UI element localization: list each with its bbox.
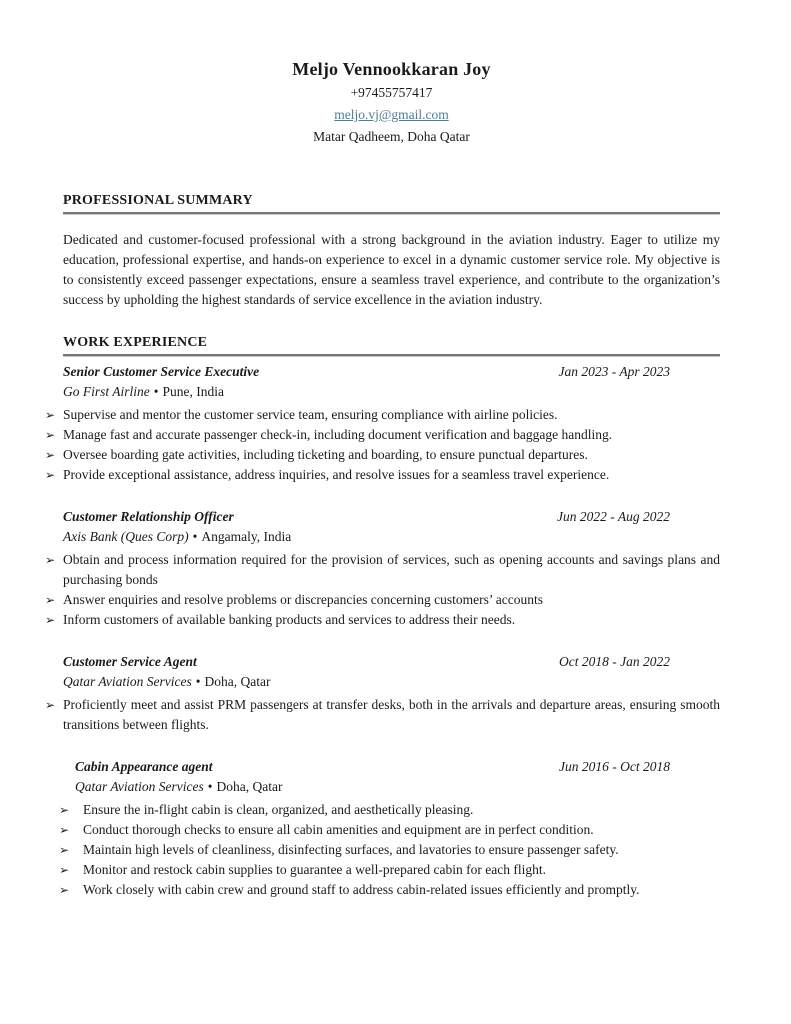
job-title: Cabin Appearance agent [75, 759, 213, 774]
job-entry [45, 652, 720, 735]
job-location: Doha, Qatar [216, 779, 283, 794]
arrow-bullet-icon: ➢ [45, 448, 56, 462]
bullet-item: ➢ Manage fast and accurate passenger check-in, including document verification and baggage handling. [63, 425, 720, 445]
arrow-bullet-icon: ➢ [45, 613, 56, 627]
dot-separator: • [195, 674, 201, 689]
job-entry [45, 362, 720, 485]
address-line: Matar Qadheem, Doha Qatar [313, 129, 470, 144]
bullet-item: ➢ Proficiently meet and assist PRM passengers at transfer desks, both in the arrivals and departure areas, ensuring smooth transitions between flights. [63, 695, 720, 735]
bullet-item: ➢ Inform customers of available banking products and services to address their needs. [63, 610, 720, 630]
company-name: Qatar Aviation Services [63, 674, 192, 689]
experience-section [45, 334, 720, 900]
job-location: Pune, India [162, 384, 224, 399]
company-name: Axis Bank (Ques Corp) [63, 529, 189, 544]
arrow-bullet-icon: ➢ [45, 593, 56, 607]
job-dates: Jun 2016 - Oct 2018 [559, 759, 670, 774]
job-dates: Jan 2023 - Apr 2023 [558, 364, 670, 379]
bullet-item: ➢ Ensure the in-flight cabin is clean, organized, and aesthetically pleasing. [73, 800, 720, 820]
bullet-item: ➢ Work closely with cabin crew and ground staff to address cabin-related issues efficiently and promptly. [73, 880, 720, 900]
arrow-bullet-icon: ➢ [45, 553, 56, 567]
phone-number: +97455757417 [350, 85, 433, 100]
dot-separator: • [153, 384, 159, 399]
dot-separator: • [207, 779, 213, 794]
job-dates: Jun 2022 - Aug 2022 [557, 509, 670, 524]
job-location: Doha, Qatar [204, 674, 271, 689]
arrow-bullet-icon: ➢ [59, 823, 70, 837]
arrow-bullet-icon: ➢ [45, 468, 56, 482]
job-dates: Oct 2018 - Jan 2022 [559, 654, 670, 669]
arrow-bullet-icon: ➢ [59, 863, 70, 877]
dot-separator: • [192, 529, 198, 544]
summary-section [63, 192, 720, 310]
candidate-name: Meljo Vennookkaran Joy [292, 59, 491, 79]
bullet-item: ➢ Maintain high levels of cleanliness, disinfecting surfaces, and lavatories to ensure passenger safety. [73, 840, 720, 860]
company-name: Qatar Aviation Services [75, 779, 204, 794]
arrow-bullet-icon: ➢ [59, 803, 70, 817]
bullet-item: ➢ Supervise and mentor the customer service team, ensuring compliance with airline policies. [63, 405, 720, 425]
section-divider [63, 354, 720, 357]
job-entry [59, 757, 720, 900]
job-title: Customer Relationship Officer [63, 509, 234, 524]
resume-header [63, 0, 720, 148]
bullet-item: ➢ Conduct thorough checks to ensure all cabin amenities and equipment are in perfect condition. [73, 820, 720, 840]
job-title: Customer Service Agent [63, 654, 197, 669]
resume-content [45, 0, 720, 900]
arrow-bullet-icon: ➢ [59, 843, 70, 857]
arrow-bullet-icon: ➢ [45, 408, 56, 422]
arrow-bullet-icon: ➢ [45, 698, 56, 712]
summary-paragraph: Dedicated and customer-focused professional with a strong background in the aviation industry. Eager to utilize my education, professional expertise, and hands-on experience to excel in a dynamic customer service role. My objective is to consistently exceed passenger expectations, ensure a seamless travel experience, and contribute to the organization’s success by upholding the highest standards of service excellence in the aviation industry. [63, 232, 720, 307]
arrow-bullet-icon: ➢ [45, 428, 56, 442]
section-divider [63, 212, 720, 215]
bullet-item: ➢ Obtain and process information required for the provision of services, such as opening accounts and savings plans and purchasing bonds [63, 550, 720, 590]
bullet-item: ➢ Monitor and restock cabin supplies to guarantee a well-prepared cabin for each flight. [73, 860, 720, 880]
bullet-item: ➢ Answer enquiries and resolve problems or discrepancies concerning customers’ accounts [63, 590, 720, 610]
company-name: Go First Airline [63, 384, 150, 399]
experience-section-title: WORK EXPERIENCE [63, 335, 208, 350]
arrow-bullet-icon: ➢ [59, 883, 70, 897]
job-entry [45, 507, 720, 630]
bullet-item: ➢ Oversee boarding gate activities, including ticketing and boarding, to ensure punctual departures. [63, 445, 720, 465]
job-title: Senior Customer Service Executive [63, 364, 260, 379]
bullet-item: ➢ Provide exceptional assistance, address inquiries, and resolve issues for a seamless travel experience. [63, 465, 720, 485]
job-location: Angamaly, India [201, 529, 292, 544]
email-link[interactable]: meljo.vj@gmail.com [334, 107, 449, 122]
summary-section-title: PROFESSIONAL SUMMARY [63, 193, 253, 208]
